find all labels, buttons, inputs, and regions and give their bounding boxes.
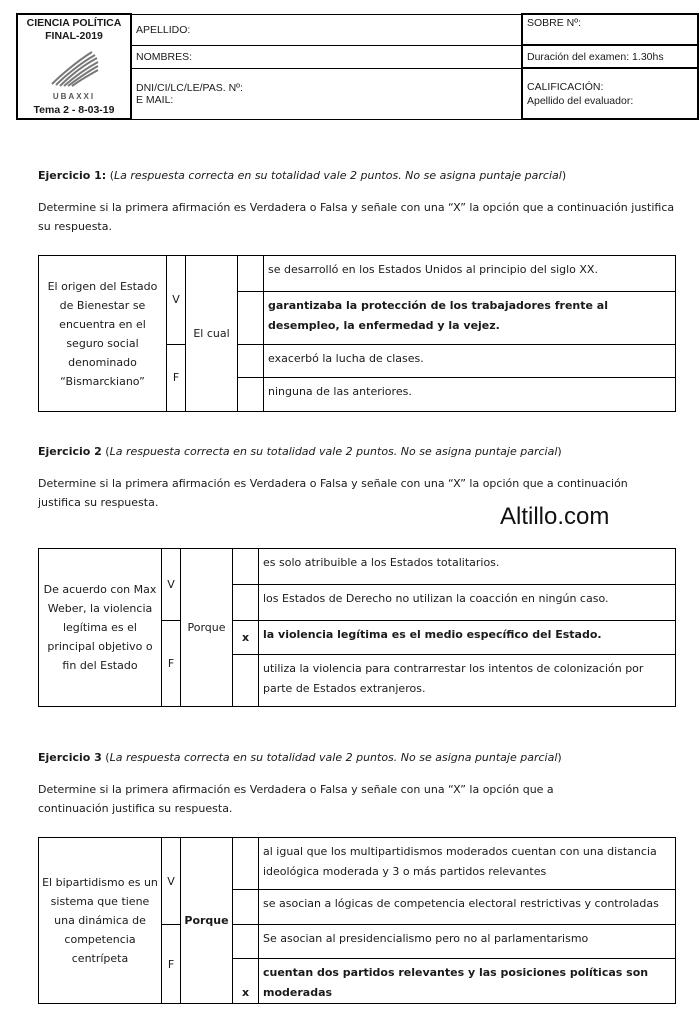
option-text: Se asocian al presidencialismo pero no al parlamentarismo xyxy=(259,925,676,959)
option-mark-box[interactable] xyxy=(233,549,259,585)
sobre-field[interactable] xyxy=(522,14,698,45)
evaluador-label: Apellido del evaluador: xyxy=(527,94,634,107)
exercise-2-note: La respuesta correcta en su totalidad vale 2 puntos. No se asigna puntaje parcial xyxy=(109,445,558,458)
true-box[interactable]: V xyxy=(167,256,186,345)
exercise-1-table xyxy=(38,255,676,412)
statement-cell: El bipartidismo es un sistema que tiene una dinámica de competencia centrípeta xyxy=(39,838,162,1004)
dni-email-field[interactable] xyxy=(131,68,522,119)
exercise-1-title: Ejercicio 1: (La respuesta correcta en su totalidad vale 2 puntos. No se asigna puntaje parcial) xyxy=(38,169,567,182)
email-label: E MAIL: xyxy=(136,93,174,106)
apellido-label: APELLIDO: xyxy=(136,23,191,36)
option-text: ninguna de las anteriores. xyxy=(264,377,676,411)
option-mark-box[interactable] xyxy=(233,838,259,890)
option-mark-box[interactable] xyxy=(238,344,264,377)
watermark: Altillo.com xyxy=(500,503,610,530)
nombres-field[interactable] xyxy=(131,45,522,68)
instruction-line: Determine si la primera afirmación es Verdadera o Falsa y señale con una “X” la opción que a continuación xyxy=(38,477,628,490)
option-text: es solo atribuible a los Estados totalitarios. xyxy=(259,549,676,585)
option-text: cuentan dos partidos relevantes y las posiciones políticas son moderadas xyxy=(259,959,676,1004)
option-mark-box[interactable] xyxy=(238,256,264,292)
option-mark-box[interactable]: x xyxy=(233,621,259,655)
ubaxxi-logo xyxy=(46,48,102,88)
exam-name: FINAL-2019 xyxy=(45,30,103,42)
instruction-line: justifica su respuesta. xyxy=(38,496,159,509)
statement-cell: El origen del Estado de Bienestar se encuentra en el seguro social denominado “Bismarckiano” xyxy=(39,256,167,412)
option-mark-box[interactable] xyxy=(233,890,259,925)
connector-label: Porque xyxy=(181,838,233,1004)
option-mark-box[interactable] xyxy=(233,925,259,959)
option-mark-box[interactable] xyxy=(233,585,259,621)
false-box[interactable]: F xyxy=(162,621,181,707)
false-box[interactable]: F xyxy=(167,344,186,411)
option-mark-box[interactable]: x xyxy=(233,959,259,1004)
duracion-label: Duración del examen: 1.30hs xyxy=(527,50,664,63)
sobre-label: SOBRE Nº: xyxy=(527,17,582,29)
exercise-3-note: La respuesta correcta en su totalidad vale 2 puntos. No se asigna puntaje parcial xyxy=(109,751,558,764)
false-box[interactable]: F xyxy=(162,925,181,1004)
instruction-line: continuación justifica su respuesta. xyxy=(38,802,233,815)
course-info-cell xyxy=(17,14,131,119)
option-text: exacerbó la lucha de clases. xyxy=(264,344,676,377)
instruction-line: Determine si la primera afirmación es Verdadera o Falsa y señale con una “X” la opción que a xyxy=(38,783,554,796)
exercise-3-label: Ejercicio 3 xyxy=(38,751,102,764)
exercise-1-note: La respuesta correcta en su totalidad vale 2 puntos. No se asigna puntaje parcial xyxy=(114,169,562,182)
logo-text: UBAXXI xyxy=(52,92,96,101)
connector-label: El cual xyxy=(186,256,238,412)
statement-cell: De acuerdo con Max Weber, la violencia legítima es el principal objetivo o fin del Estado xyxy=(39,549,162,707)
option-mark-box[interactable] xyxy=(238,292,264,344)
exercise-3-instruction xyxy=(38,780,554,818)
exam-header xyxy=(16,13,699,120)
true-box[interactable]: V xyxy=(162,838,181,925)
exercise-1-label: Ejercicio 1: xyxy=(38,169,107,182)
course-title xyxy=(18,17,130,43)
connector-label: Porque xyxy=(181,549,233,707)
exercise-2-label: Ejercicio 2 xyxy=(38,445,102,458)
course-name: CIENCIA POLÍTICA xyxy=(26,17,122,29)
exercise-1-instruction xyxy=(38,198,674,236)
calificacion-cell xyxy=(522,68,698,119)
duracion-cell xyxy=(522,45,698,68)
apellido-field[interactable] xyxy=(131,14,522,45)
option-text: al igual que los multipartidismos moderados cuentan con una distancia ideológica moderada y 3 o más partidos relevantes xyxy=(259,838,676,890)
option-text: se desarrolló en los Estados Unidos al principio del siglo XX. xyxy=(264,256,676,292)
true-box[interactable]: V xyxy=(162,549,181,621)
exercise-2-title: Ejercicio 2 (La respuesta correcta en su totalidad vale 2 puntos. No se asigna puntaje parcial) xyxy=(38,445,562,458)
option-text: los Estados de Derecho no utilizan la coacción en ningún caso. xyxy=(259,585,676,621)
option-mark-box[interactable] xyxy=(233,655,259,707)
exercise-2-table xyxy=(38,548,676,707)
exam-theme-date: Tema 2 - 8-03-19 xyxy=(33,104,115,116)
option-mark-box[interactable] xyxy=(238,377,264,411)
exercise-3-title: Ejercicio 3 (La respuesta correcta en su totalidad vale 2 puntos. No se asigna puntaje parcial) xyxy=(38,751,562,764)
option-text: garantizaba la protección de los trabajadores frente al desempleo, la enfermedad y la vejez. xyxy=(264,292,676,344)
dni-label: DNI/CI/LC/LE/PAS. Nº: xyxy=(136,81,243,94)
option-text: utiliza la violencia para contrarrestar los intentos de colonización por parte de Estados extranjeros. xyxy=(259,655,676,707)
option-text: la violencia legítima es el medio específico del Estado. xyxy=(259,621,676,655)
nombres-label: NOMBRES: xyxy=(136,50,193,63)
instruction-line: su respuesta. xyxy=(38,220,112,233)
calificacion-label: CALIFICACIÓN: xyxy=(527,80,604,93)
exercise-3-table xyxy=(38,837,676,1004)
instruction-line: Determine si la primera afirmación es Verdadera o Falsa y señale con una “X” la opción que a continuación justifica xyxy=(38,201,675,214)
option-text: se asocian a lógicas de competencia electoral restrictivas y controladas xyxy=(259,890,676,925)
